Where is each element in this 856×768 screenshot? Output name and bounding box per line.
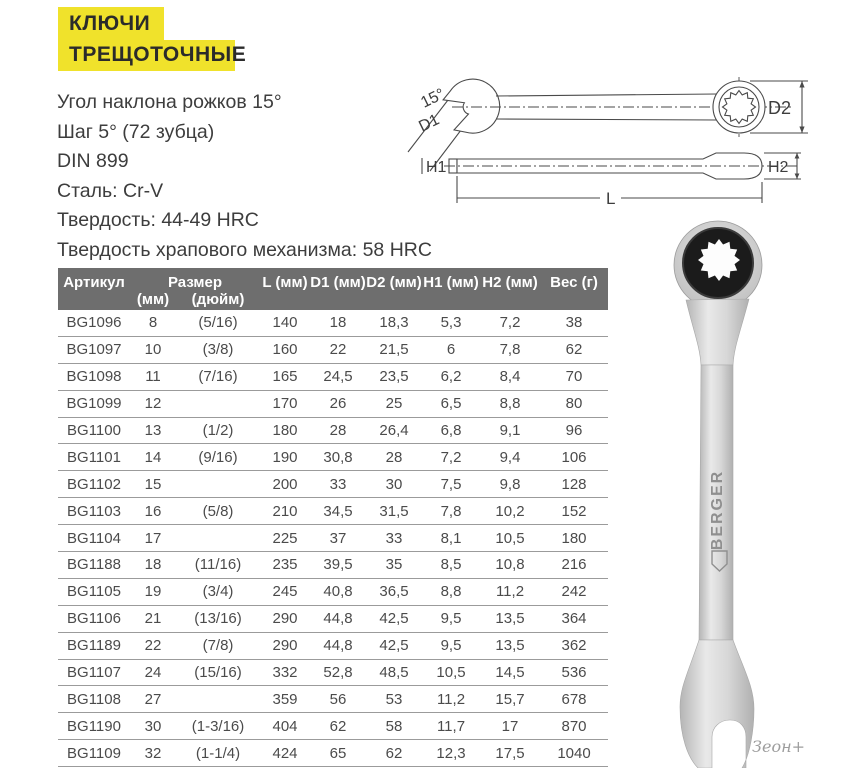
table-cell: 53 bbox=[385, 690, 403, 708]
table-cell: BG1190 bbox=[67, 717, 121, 735]
col-header-razmer-mm: (мм) bbox=[136, 291, 170, 308]
table-cell: BG1102 bbox=[67, 475, 121, 493]
col-header-artikul: Артикул bbox=[63, 274, 125, 291]
table-row bbox=[58, 337, 608, 364]
table-cell: (7/16) bbox=[198, 368, 238, 386]
table-cell: 180 bbox=[561, 529, 587, 547]
table-row bbox=[58, 391, 608, 418]
table-cell: 870 bbox=[561, 717, 587, 735]
diagram-label-length: L bbox=[606, 189, 616, 208]
table-cell: 152 bbox=[561, 502, 587, 520]
table-cell: (1/2) bbox=[202, 422, 234, 439]
table-cell: 225 bbox=[272, 529, 298, 547]
table-cell: 8 bbox=[148, 314, 158, 332]
table-row bbox=[58, 606, 608, 633]
table-cell: (9/16) bbox=[198, 448, 238, 466]
table-cell: 23,5 bbox=[379, 368, 409, 386]
table-cell: 8,1 bbox=[440, 529, 462, 547]
table-cell: 10,2 bbox=[495, 502, 525, 520]
table-cell: 359 bbox=[272, 690, 298, 708]
table-cell: 30,8 bbox=[323, 448, 353, 466]
table-header bbox=[58, 268, 608, 310]
table-row bbox=[58, 552, 608, 579]
table-cell: 290 bbox=[272, 610, 298, 628]
table-cell: BG1189 bbox=[67, 637, 121, 655]
table-cell: 18,3 bbox=[379, 314, 409, 332]
table-cell: 22 bbox=[144, 637, 162, 655]
diagram-label-d2: D2 bbox=[768, 98, 792, 118]
table-cell: 216 bbox=[561, 556, 587, 574]
table-cell: 58 bbox=[385, 717, 403, 735]
table-cell: 160 bbox=[272, 341, 298, 359]
table-row bbox=[58, 686, 608, 713]
table-cell: 13,5 bbox=[495, 610, 525, 628]
diagram-label-h1: H1 bbox=[426, 159, 447, 176]
table-cell: 19 bbox=[144, 583, 162, 601]
table-row bbox=[58, 740, 608, 767]
col-header-h1: H1 (мм) bbox=[423, 274, 479, 291]
wrench-dimension-diagram bbox=[400, 74, 856, 210]
table-cell: 65 bbox=[329, 744, 347, 762]
table-cell: 17,5 bbox=[495, 744, 525, 762]
table-cell: 30 bbox=[144, 717, 162, 735]
table-cell: (15/16) bbox=[194, 664, 242, 682]
table-cell: 12 bbox=[144, 395, 162, 413]
table-cell: BG1099 bbox=[66, 395, 122, 413]
table-cell: 18 bbox=[329, 314, 347, 332]
table-row bbox=[58, 471, 608, 498]
table-cell: 16 bbox=[144, 502, 162, 520]
table-cell: 17 bbox=[144, 529, 162, 547]
table-cell: 33 bbox=[329, 475, 347, 493]
table-cell: 245 bbox=[272, 583, 298, 601]
table-row bbox=[58, 713, 608, 740]
table-cell: BG1108 bbox=[67, 690, 121, 708]
table-cell: 56 bbox=[329, 690, 347, 708]
table-cell: 332 bbox=[272, 664, 298, 682]
table-cell: BG1098 bbox=[66, 368, 122, 386]
table-cell: 11 bbox=[145, 368, 161, 386]
table-cell: 678 bbox=[561, 690, 587, 708]
table-cell: 42,5 bbox=[379, 637, 409, 655]
table-cell: 62 bbox=[565, 341, 583, 359]
table-cell: 9,5 bbox=[440, 637, 462, 655]
table-cell: 6,5 bbox=[440, 395, 462, 413]
col-header-h2: H2 (мм) bbox=[482, 274, 538, 291]
table-cell: 13 bbox=[144, 422, 162, 439]
table-cell: 21 bbox=[144, 610, 162, 628]
table-cell: 364 bbox=[561, 610, 587, 628]
spec-line-ratchet-hardness: Твердость храпового механизма: 58 HRC bbox=[57, 238, 432, 261]
spec-line-angle: Угол наклона рожков 15° bbox=[57, 91, 282, 113]
table-cell: 52,8 bbox=[323, 664, 353, 682]
table-cell: 362 bbox=[561, 637, 587, 655]
table-cell: 70 bbox=[565, 368, 583, 386]
table-cell: 106 bbox=[561, 448, 587, 466]
table-cell: 48,5 bbox=[379, 664, 409, 682]
spec-table bbox=[58, 268, 608, 767]
table-cell: 24 bbox=[144, 664, 162, 682]
table-cell: 424 bbox=[272, 744, 298, 762]
table-cell: 31,5 bbox=[379, 502, 409, 520]
table-cell: 7,8 bbox=[440, 502, 462, 520]
table-cell: 21,5 bbox=[379, 341, 409, 359]
table-cell: 180 bbox=[272, 422, 298, 439]
table-row bbox=[58, 418, 608, 445]
table-cell: 10,8 bbox=[495, 556, 525, 574]
table-cell: 11,2 bbox=[436, 690, 466, 708]
table-cell: 44,8 bbox=[323, 637, 353, 655]
table-cell: 6 bbox=[446, 341, 456, 359]
table-cell: (1-1/4) bbox=[195, 744, 241, 762]
spec-line-steel: Сталь: Cr-V bbox=[57, 179, 164, 202]
table-row bbox=[58, 310, 608, 337]
table-cell: 10,5 bbox=[495, 529, 525, 547]
table-cell: BG1105 bbox=[67, 583, 121, 601]
table-cell: BG1101 bbox=[67, 448, 121, 466]
table-row bbox=[58, 525, 608, 552]
table-cell: 140 bbox=[272, 314, 298, 332]
table-cell: 34,5 bbox=[323, 502, 353, 520]
table-cell: 536 bbox=[561, 664, 587, 682]
table-cell: 40,8 bbox=[323, 583, 353, 601]
wrench-open-jaw bbox=[680, 640, 754, 768]
table-cell: 42,5 bbox=[379, 610, 409, 628]
table-cell: 128 bbox=[561, 475, 587, 493]
table-cell: 15 bbox=[144, 475, 162, 493]
table-row bbox=[58, 498, 608, 525]
col-header-l: L (мм) bbox=[262, 274, 308, 291]
table-cell: BG1096 bbox=[66, 314, 122, 332]
table-row bbox=[58, 444, 608, 471]
table-cell: 18 bbox=[144, 556, 162, 574]
table-cell: 24,5 bbox=[323, 368, 353, 386]
table-cell: 5,3 bbox=[440, 314, 462, 332]
table-cell: 190 bbox=[272, 448, 298, 466]
table-cell: 170 bbox=[272, 395, 298, 413]
table-row bbox=[58, 364, 608, 391]
table-cell: BG1109 bbox=[67, 744, 121, 762]
spec-line-step: Шаг 5° (72 зубца) bbox=[57, 120, 215, 143]
table-cell: 39,5 bbox=[323, 556, 353, 574]
table-cell: 44,8 bbox=[323, 610, 353, 628]
table-cell: 9,5 bbox=[440, 610, 462, 628]
table-cell: 14 bbox=[144, 448, 162, 466]
table-cell: 32 bbox=[144, 744, 162, 762]
table-cell: 33 bbox=[385, 529, 403, 547]
table-cell: 22 bbox=[329, 341, 347, 359]
table-cell: 235 bbox=[272, 556, 298, 574]
brand-engraving: BERGER bbox=[709, 469, 726, 551]
table-cell: 10,5 bbox=[436, 664, 466, 682]
table-cell: 12,3 bbox=[436, 744, 466, 762]
table-body bbox=[58, 310, 608, 767]
table-cell: 8,8 bbox=[440, 583, 462, 601]
table-cell: 96 bbox=[565, 422, 583, 439]
table-cell: 7,2 bbox=[499, 314, 521, 332]
table-row bbox=[58, 633, 608, 660]
table-row bbox=[58, 660, 608, 687]
table-cell: 35 bbox=[385, 556, 403, 574]
table-cell: 10 bbox=[144, 341, 162, 359]
table-cell: BG1104 bbox=[67, 529, 121, 547]
table-cell: 11,7 bbox=[436, 717, 466, 735]
table-row bbox=[58, 579, 608, 606]
table-cell: 62 bbox=[385, 744, 403, 762]
table-cell: 9,4 bbox=[499, 448, 521, 466]
table-cell: (1-3/16) bbox=[191, 717, 245, 735]
table-cell: 6,8 bbox=[440, 422, 462, 439]
table-cell: 9,1 bbox=[499, 422, 521, 439]
table-cell: 1040 bbox=[557, 744, 591, 762]
diagram-label-angle: 15° bbox=[418, 85, 448, 112]
table-cell: BG1100 bbox=[67, 422, 121, 439]
table-cell: (7/8) bbox=[202, 637, 234, 655]
table-cell: 8,4 bbox=[499, 368, 521, 386]
table-cell: BG1097 bbox=[66, 341, 122, 359]
table-cell: (3/4) bbox=[202, 583, 234, 601]
table-cell: (3/8) bbox=[202, 341, 234, 359]
table-cell: 6,2 bbox=[440, 368, 462, 386]
table-cell: 242 bbox=[561, 583, 587, 601]
table-cell: (13/16) bbox=[194, 610, 242, 628]
table-cell: BG1106 bbox=[67, 610, 121, 628]
col-header-razmer: Размер (мм) (дюйм) bbox=[130, 268, 260, 310]
page-title-line2: ТРЕЩОТОЧНЫЕ bbox=[58, 40, 235, 71]
table-cell: 7,2 bbox=[440, 448, 462, 466]
spec-line-hardness: Твердость: 44-49 HRC bbox=[57, 209, 259, 232]
table-cell: 26,4 bbox=[379, 422, 409, 439]
table-cell: 26 bbox=[329, 395, 347, 413]
table-cell: 25 bbox=[385, 395, 403, 413]
page-title bbox=[58, 7, 247, 71]
table-cell: 62 bbox=[329, 717, 347, 735]
table-cell: 28 bbox=[329, 422, 347, 439]
table-cell: 13,5 bbox=[495, 637, 525, 655]
spec-line-din: DIN 899 bbox=[57, 150, 129, 173]
table-cell: 27 bbox=[144, 690, 162, 708]
table-cell: 15,7 bbox=[495, 690, 525, 708]
wrench-photo bbox=[630, 215, 856, 768]
table-cell: 9,8 bbox=[499, 475, 521, 493]
diagram-label-h2: H2 bbox=[768, 159, 789, 176]
table-cell: 404 bbox=[272, 717, 298, 735]
table-cell: 290 bbox=[272, 637, 298, 655]
table-cell: (5/16) bbox=[198, 314, 238, 332]
diagram-label-d1: D1 bbox=[416, 111, 443, 136]
table-cell: 36,5 bbox=[379, 583, 409, 601]
col-header-d2: D2 (мм) bbox=[366, 274, 422, 291]
table-cell: 11,2 bbox=[495, 583, 525, 601]
table-cell: BG1103 bbox=[67, 502, 121, 520]
spec-list bbox=[57, 88, 432, 266]
table-cell: 80 bbox=[565, 395, 583, 413]
col-header-ves: Вес (г) bbox=[550, 274, 598, 291]
table-cell: (5/8) bbox=[202, 502, 234, 520]
table-cell: 30 bbox=[385, 475, 403, 493]
table-cell: BG1188 bbox=[67, 556, 121, 574]
table-cell: 17 bbox=[501, 717, 519, 735]
table-cell: 37 bbox=[329, 529, 347, 547]
watermark: Зеон+ bbox=[752, 737, 806, 756]
table-cell: 165 bbox=[272, 368, 298, 386]
table-cell: BG1107 bbox=[67, 664, 121, 682]
col-header-razmer-inch: (дюйм) bbox=[191, 291, 245, 308]
table-cell: 8,5 bbox=[440, 556, 462, 574]
table-cell: 28 bbox=[385, 448, 403, 466]
table-cell: 210 bbox=[272, 502, 298, 520]
col-header-d1: D1 (мм) bbox=[310, 274, 366, 291]
table-cell: 14,5 bbox=[495, 664, 525, 682]
table-cell: 7,5 bbox=[440, 475, 462, 493]
table-cell: (11/16) bbox=[194, 556, 242, 574]
table-cell: 38 bbox=[565, 314, 583, 332]
table-cell: 7,8 bbox=[499, 341, 521, 359]
wrench-neck bbox=[686, 299, 749, 365]
table-cell: 200 bbox=[272, 475, 298, 493]
table-cell: 8,8 bbox=[499, 395, 521, 413]
page-title-line1: КЛЮЧИ bbox=[58, 7, 164, 40]
